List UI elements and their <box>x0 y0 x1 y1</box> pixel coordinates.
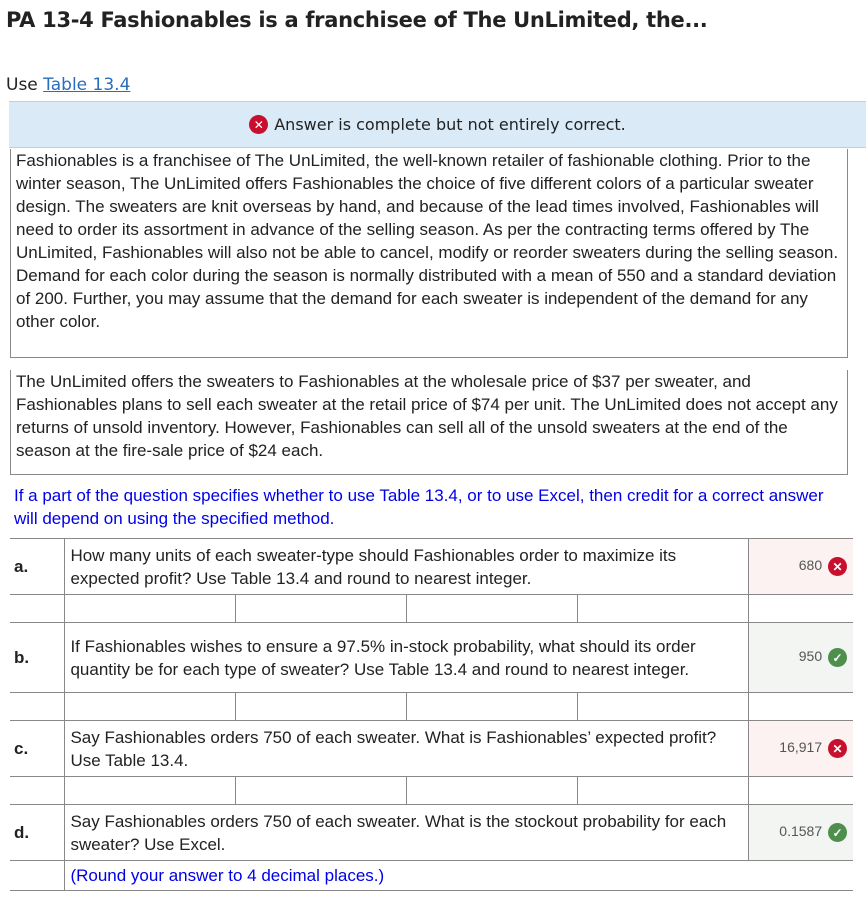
question-row <box>10 623 853 693</box>
question-label: c. <box>10 721 65 777</box>
correct-icon: ✓ <box>828 648 847 667</box>
empty-cell <box>577 693 748 721</box>
question-label: a. <box>10 539 65 595</box>
empty-cell <box>236 595 407 623</box>
incorrect-icon: ✕ <box>828 739 847 758</box>
answer-cell[interactable] <box>748 805 853 861</box>
result-banner <box>9 101 866 148</box>
table-link[interactable]: Table 13.4 <box>43 75 131 95</box>
incorrect-icon: ✕ <box>249 115 268 134</box>
question-label: b. <box>10 623 65 693</box>
empty-cell <box>65 693 236 721</box>
question-text: How many units of each sweater-type should Fashionables order to maximize its expected profit? Use Table 13.4 and round to nearest integer. <box>65 539 748 595</box>
empty-cell <box>236 777 407 805</box>
empty-cell <box>407 595 578 623</box>
banner-text: Answer is complete but not entirely correct. <box>274 115 626 134</box>
empty-cell <box>577 777 748 805</box>
question-text: Say Fashionables orders 750 of each sweater. What is the stockout probability for each sweater? Use Excel. <box>65 805 748 861</box>
incorrect-icon: ✕ <box>828 557 847 576</box>
answer-cell[interactable] <box>748 539 853 595</box>
question-label: d. <box>10 805 65 861</box>
answer-value: 0.1587 <box>779 823 823 840</box>
page-title: PA 13-4 Fashionables is a franchisee of The UnLimited, the... <box>6 8 708 32</box>
answer-value: 950 <box>798 648 823 665</box>
round-note-row <box>10 861 853 891</box>
empty-cell <box>65 777 236 805</box>
question-text: If Fashionables wishes to ensure a 97.5% in-stock probability, what should its order quantity be for each type of sweater? Use Table 13.4 and round to nearest integer. <box>65 623 748 693</box>
instruction-note: If a part of the question specifies whether to use Table 13.4, or to use Excel, then credit for a correct answer will depend on using the specified method. <box>14 486 824 528</box>
empty-cell <box>10 595 65 623</box>
empty-cell <box>407 693 578 721</box>
empty-cell <box>236 693 407 721</box>
round-note: (Round your answer to 4 decimal places.) <box>65 861 853 891</box>
empty-cell <box>10 861 65 891</box>
spacer-row <box>10 693 853 721</box>
empty-cell <box>748 595 853 623</box>
problem-paragraph-1: Fashionables is a franchisee of The UnLimited, the well-known retailer of fashionable clothing. Prior to the winter season, The UnLimited offers Fashionables the choice of five different colors of a particular sweater design. The sweaters are knit overseas by hand, and because of the lead times involved, Fashionables will need to order its assortment in advance of the selling season. As per the contracting terms offered by The UnLimited, Fashionables will also not be able to cancel, modify or reorder sweaters during the selling season. Demand for each color during the season is normally distributed with a mean of 550 and a standard deviation of 200. Further, you may assume that the demand for each sweater is independent of the demand for any other color. <box>10 149 848 358</box>
empty-cell <box>748 777 853 805</box>
empty-cell <box>65 595 236 623</box>
answer-cell[interactable] <box>748 721 853 777</box>
question-text: Say Fashionables orders 750 of each sweater. What is Fashionables’ expected profit? Use Table 13.4. <box>65 721 748 777</box>
empty-cell <box>10 693 65 721</box>
question-row <box>10 539 853 595</box>
correct-icon: ✓ <box>828 823 847 842</box>
problem-paragraph-2: The UnLimited offers the sweaters to Fashionables at the wholesale price of $37 per sweater, and Fashionables plans to sell each sweater at the retail price of $74 per unit. The UnLimited does not accept any returns of unsold inventory. However, Fashionables can sell all of the unsold sweaters at the end of the season at the fire-sale price of $24 each. <box>10 370 848 475</box>
empty-cell <box>407 777 578 805</box>
answer-cell[interactable] <box>748 623 853 693</box>
answer-value: 16,917 <box>779 739 823 756</box>
use-prefix: Use <box>6 75 44 95</box>
spacer-row <box>10 595 853 623</box>
question-row <box>10 805 853 861</box>
question-row <box>10 721 853 777</box>
use-table-line <box>6 75 130 95</box>
spacer-row <box>10 777 853 805</box>
empty-cell <box>748 693 853 721</box>
empty-cell <box>10 777 65 805</box>
answer-value: 680 <box>798 557 823 574</box>
empty-cell <box>577 595 748 623</box>
question-table <box>10 538 853 891</box>
